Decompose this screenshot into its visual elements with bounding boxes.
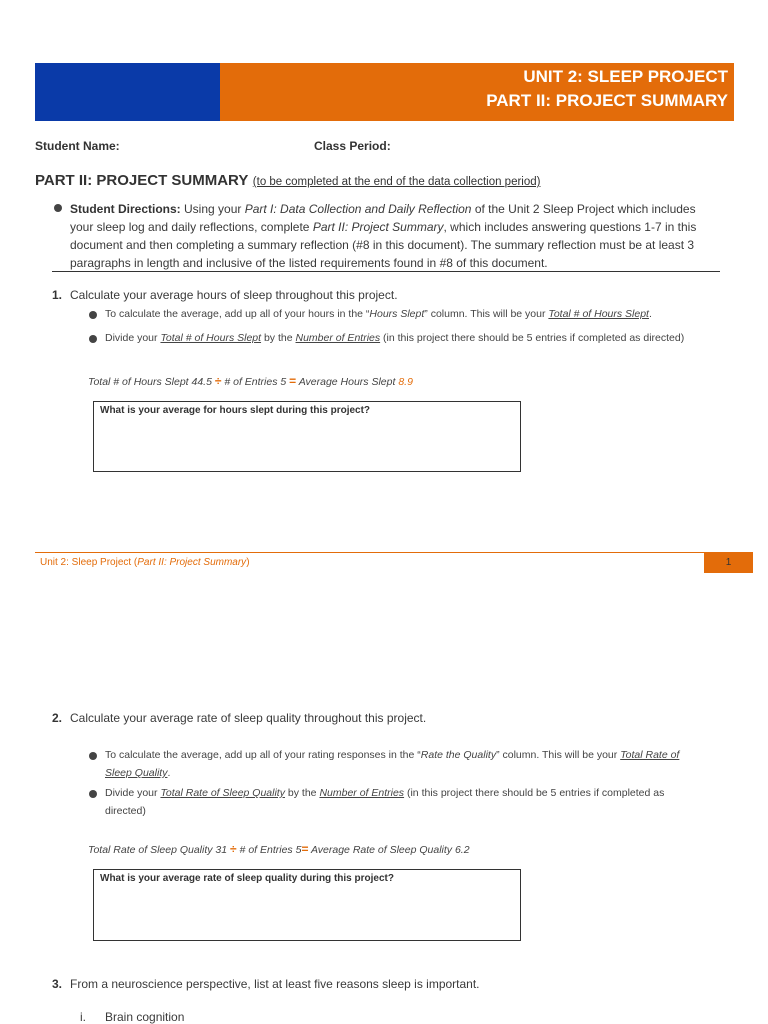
q1-answer-box[interactable] xyxy=(93,401,521,472)
q3-text: From a neuroscience perspective, list at least five reasons sleep is important. xyxy=(70,977,480,991)
q3-item-marker: i. xyxy=(80,1010,86,1024)
footer-text: Unit 2: Sleep Project (Part II: Project Summary) xyxy=(40,557,250,568)
footer-rule xyxy=(35,552,753,553)
q2-formula: Total Rate of Sleep Quality 31 ÷ # of Entries 5= Average Rate of Sleep Quality 6.2 xyxy=(88,842,470,856)
divide-sign: ÷ xyxy=(230,842,237,856)
directions-ref-part1: Part I: Data Collection and Daily Reflection xyxy=(244,202,472,216)
q2-bullet-1: To calculate the average, add up all of your rating responses in the “Rate the Quality” column. This will be your Total Rate of xyxy=(105,749,680,761)
banner-title-part: PART II: PROJECT SUMMARY xyxy=(486,91,728,110)
bullet-icon xyxy=(89,790,97,798)
q2-bullet-1-cont: Sleep Quality. xyxy=(105,767,171,779)
q1-bullet-1: To calculate the average, add up all of your hours in the “Hours Slept” column. This will be your Total # of Hours Slept. xyxy=(105,308,652,320)
student-directions xyxy=(70,200,720,272)
section-heading xyxy=(35,172,540,190)
q2-answer-box[interactable] xyxy=(93,869,521,941)
directions-text: of the Unit 2 Sleep Project which includes your sleep log and daily reflections, complete xyxy=(70,202,696,234)
bullet-icon xyxy=(89,752,97,760)
bullet-icon xyxy=(89,311,97,319)
q1-number: 1. xyxy=(52,288,63,302)
section-heading-title: PART II: PROJECT SUMMARY xyxy=(35,172,249,189)
directions-text: Using your xyxy=(180,202,245,216)
q1-formula: Total # of Hours Slept 44.5 ÷ # of Entries 5 = Average Hours Slept 8.9 xyxy=(88,374,413,388)
bullet-icon xyxy=(89,335,97,343)
q2-bullet-2: Divide your Total Rate of Sleep Quality by the Number of Entries (in this project there should be 5 entries if completed as xyxy=(105,787,665,799)
section-divider xyxy=(52,271,720,272)
q2-number: 2. xyxy=(52,711,63,725)
banner-title-unit: UNIT 2: SLEEP PROJECT xyxy=(523,67,728,86)
equals-sign: = xyxy=(301,842,309,856)
page-number: 1 xyxy=(704,553,753,573)
q3-number: 3. xyxy=(52,977,63,991)
q2-bullet-2-cont: directed) xyxy=(105,805,146,817)
bullet-icon xyxy=(54,204,62,212)
directions-label: Student Directions: xyxy=(70,202,181,216)
q1-answer-prompt: What is your average for hours slept during this project? xyxy=(100,405,371,416)
section-heading-note: (to be completed at the end of the data collection period) xyxy=(252,176,541,188)
directions-text: , which includes answering questions 1-7 in this document and then completing a summary reflection (#8 in this document). The summary reflection must be at least 3 paragraphs in length and inclusive of the listed requirements found in #8 of this document. xyxy=(70,220,697,270)
student-name-label: Student Name: xyxy=(35,139,120,153)
formula-result: 8.9 xyxy=(398,376,413,388)
directions-ref-part2: Part II: Project Summary xyxy=(312,220,444,234)
q2-answer-prompt: What is your average rate of sleep quality during this project? xyxy=(100,873,394,884)
divide-sign: ÷ xyxy=(214,374,222,388)
q2-text: Calculate your average rate of sleep quality throughout this project. xyxy=(70,711,427,725)
header-banner-blue-block xyxy=(35,63,220,121)
q3-item-text: Brain cognition xyxy=(105,1010,185,1024)
class-period-label: Class Period: xyxy=(314,139,391,153)
q1-text: Calculate your average hours of sleep throughout this project. xyxy=(70,288,398,302)
equals-sign: = xyxy=(289,374,297,388)
q1-bullet-2: Divide your Total # of Hours Slept by the Number of Entries (in this project there should be 5 entries if completed as directed) xyxy=(105,332,685,344)
header-banner xyxy=(220,63,734,121)
